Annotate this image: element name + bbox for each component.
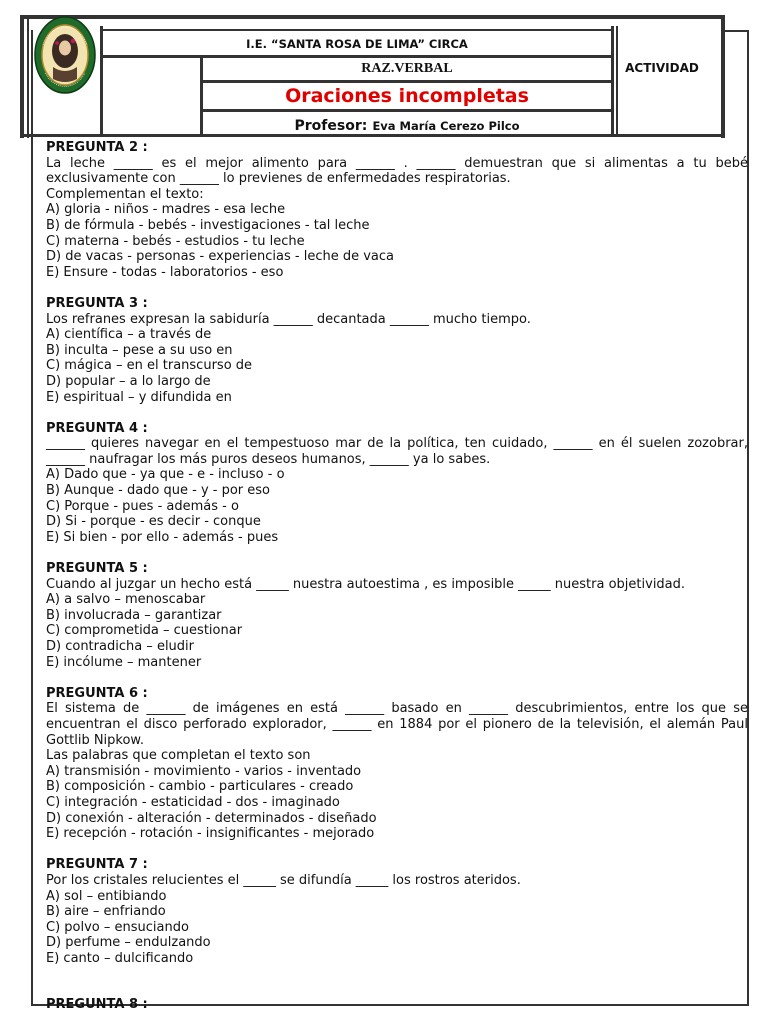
question-block [46,561,748,670]
question-title: PREGUNTA 8 : [46,997,148,1013]
question-instruction: Las palabras que completan el texto son [46,748,311,764]
header-left-border [20,15,24,138]
option-e[interactable]: E) espiritual – y difundida en [46,389,232,405]
option-b[interactable]: B) aire – enfriando [46,904,166,920]
option-e[interactable]: E) incólume – mantener [46,654,202,670]
question-block [46,857,748,966]
activity-label: ACTIVIDAD [625,61,699,75]
option-c[interactable]: C) mágica – en el transcurso de [46,358,253,374]
header-left-border-inner [27,15,29,138]
page-border-top-right [722,30,749,32]
question-block [46,140,748,280]
option-c[interactable]: C) polvo – ensuciando [46,919,189,935]
option-a[interactable]: A) Dado que - ya que - e - incluso - o [46,467,285,483]
questions-container [46,140,748,1029]
option-a[interactable]: A) científica – a través de [46,327,212,343]
teacher-label: Profesor: [294,118,368,134]
option-b[interactable]: B) composición - cambio - particulares - creado [46,779,354,795]
question-text: La leche ______ es el mejor alimento para ______ . ______ demuestran que si alimentas a tu bebé exclusivamente con ______ lo previenes de enfermedades respiratorias. [46,155,748,187]
option-c[interactable]: C) integración - estaticidad - dos - imaginado [46,794,340,810]
option-e[interactable]: E) Ensure - todas - laboratorios - eso [46,264,284,280]
option-d[interactable]: D) conexión - alteración - determinados - diseñado [46,810,377,826]
option-b[interactable]: B) Aunque - dado que - y - por eso [46,483,270,499]
question-title: PREGUNTA 3 : [46,295,148,311]
header-top-border [20,15,725,19]
header-right-border [721,15,725,138]
question-block [46,997,748,1013]
option-d[interactable]: D) Si - porque - es decir - conque [46,514,261,530]
school-row-top [100,29,614,31]
course-row-bottom [200,80,614,83]
school-row-bottom [100,55,614,58]
question-instruction: Complementan el texto: [46,186,204,202]
activity-separator-inner [616,26,618,136]
question-title: PREGUNTA 5 : [46,561,148,577]
option-d[interactable]: D) de vacas - personas - experiencias - leche de vaca [46,249,394,265]
topic-row-bottom [200,109,614,112]
option-a[interactable]: A) transmisión - movimiento - varios - inventado [46,763,362,779]
topic-title: Oraciones incompletas [285,85,529,107]
page-border-left [31,30,33,1006]
question-block [46,296,748,405]
option-e[interactable]: E) recepción - rotación - insignificantes - mejorado [46,826,375,842]
question-title: PREGUNTA 4 : [46,420,148,436]
option-a[interactable]: A) gloria - niños - madres - esa leche [46,202,286,218]
question-title: PREGUNTA 7 : [46,857,148,873]
option-d[interactable]: D) popular – a lo largo de [46,373,211,389]
question-title: PREGUNTA 6 : [46,685,148,701]
option-e[interactable]: E) canto – dulcificando [46,950,194,966]
question-block [46,421,748,546]
question-text: El sistema de ______ de imágenes en está ______ basado en ______ descubrimientos, entre los que se encuentran el disco perforado explorador, ______ en 1884 por el pionero de la televisión, el alemán Paul Gottlib Nipkow. [46,701,748,748]
option-d[interactable]: D) contradicha – eludir [46,639,195,654]
question-text: Por los cristales relucientes el _____ se difundía _____ los rostros ateridos. [46,872,521,888]
option-d[interactable]: D) perfume – endulzando [46,935,211,951]
option-b[interactable]: B) inculta – pese a su uso en [46,342,233,358]
question-text: Cuando al juzgar un hecho está _____ nuestra autoestima , es imposible _____ nuestra objetividad. [46,576,686,592]
option-b[interactable]: B) involucrada – garantizar [46,607,222,623]
option-b[interactable]: B) de fórmula - bebés - investigaciones - tal leche [46,217,370,233]
option-c[interactable]: C) materna - bebés - estudios - tu leche [46,233,305,249]
question-block [46,686,748,842]
option-e[interactable]: E) Si bien - por ello - además - pues [46,529,279,545]
header-bottom-border [20,134,725,137]
school-name: I.E. “SANTA ROSA DE LIMA” CIRCA [246,37,468,51]
option-a[interactable]: A) a salvo – menoscabar [46,592,206,608]
school-logo [33,15,97,95]
question-title: PREGUNTA 2 : [46,140,148,155]
option-c[interactable]: C) comprometida – cuestionar [46,623,243,639]
teacher-name: Eva María Cerezo Pilco [372,119,520,133]
teacher-line [203,115,611,134]
question-text: ______ quieres navegar en el tempestuoso mar de la política, ten cuidado, ______ en él suelen zozobrar, ______ naufragar los más puros deseos humanos, ______ ya lo sabes. [46,436,748,467]
option-a[interactable]: A) sol – entibiando [46,888,167,904]
option-c[interactable]: C) Porque - pues - además - o [46,498,239,514]
question-text: Los refranes expresan la sabiduría ______ decantada ______ mucho tiempo. [46,311,531,327]
course-name: RAZ.VERBAL [361,61,453,76]
